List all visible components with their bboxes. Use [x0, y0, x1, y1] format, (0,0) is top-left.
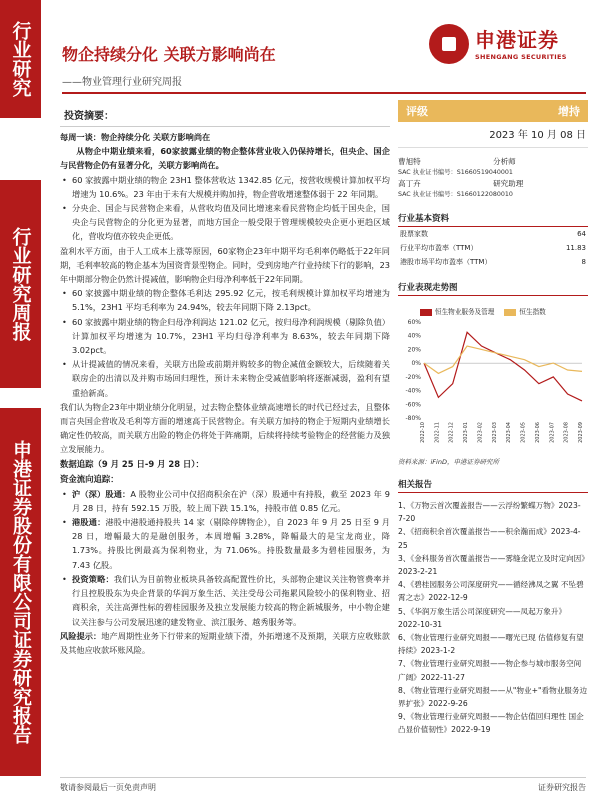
- trend-chart: [398, 300, 588, 454]
- sidebar-bottom-text: 申港证券股份有限公司证券研究报告: [10, 440, 32, 744]
- bullet-item: • 分央企、国企与民营物企来看，从营收均值及同比增速来看民营物企均低于国央企，国央企与民营物企的分化更为显著，而地方国企一般受限于管理规模较央企更小更趋区域化，营收均值亦较央企更低。: [60, 201, 390, 244]
- related-report-item[interactable]: 7、《物业管理行业研究周报——物企参与城市服务空间广阔》2022-11-27: [398, 659, 582, 682]
- sidebar-middle-text: 行业研究周报: [9, 227, 32, 341]
- legend-label-b: 恒生指数: [519, 308, 546, 316]
- related-report-list: [398, 499, 588, 737]
- sh-sz-text: A 股物业公司中仅招商积余在沪（深）股通中有持股，截至 2023 年 9 月 28 日，持有 592.15 万股，较上周下跌 15.1%，持股市值 0.85 亿元。: [72, 488, 390, 513]
- footer-rule: [60, 777, 586, 778]
- y-tick-label: 0%: [411, 360, 421, 368]
- logo-emblem-icon: [429, 24, 469, 64]
- hk-label: 港股通：: [72, 517, 106, 528]
- y-tick-label: 40%: [407, 332, 421, 340]
- analyst-1-name: 曹旭特: [398, 157, 421, 166]
- rating-value: 增持: [558, 105, 580, 118]
- report-date: 2023 年 10 月 08 日: [398, 122, 588, 148]
- y-tick-label: 20%: [407, 346, 421, 354]
- basic-info-row: [398, 241, 588, 255]
- page-title: 物企持续分化 关联方影响尚在: [62, 45, 276, 64]
- hk-text: 港股中港股通持股共 14 家（剔除停牌物企），自 2023 年 9 月 25 日至 9 月 28 日，增幅最大的是融创服务，本周增幅 3.28%，降幅最大的是宝龙商业，降 1.73%。持股比例最高为保利物业，为 71.06%。持股数量最多为碧桂园服务，为 7.43 亿股。: [72, 517, 390, 570]
- basic-info-key: 行业平均市盈率（TTM）: [400, 244, 478, 252]
- rating-label: 评级: [406, 105, 428, 118]
- related-title: 相关报告: [398, 478, 588, 493]
- advice-text: 我们认为目前物业板块具备较高配置性价比，头部物企建议关注物管费率并行且控股股东为央企背景的华润万象生活、关注受母公司拖累风险较小的保利物业、招商积余，关注高弹性标的碧桂园服务及独立发展能力较高的物企新城服务，中小物企建议关注参与公司发展迅速的建发物业、滨江服务、越秀服务等。: [72, 573, 390, 627]
- basic-info-key: 港股市场平均市盈率（TTM）: [400, 258, 492, 266]
- page-subtitle: ——物业管理行业研究周报: [62, 77, 182, 88]
- weekly-topic-heading: 每周一谈：物企持续分化 关联方影响尚在: [60, 132, 211, 142]
- y-tick-label: -80%: [405, 415, 421, 422]
- legend-label-a: 恒生物业服务及管理: [435, 308, 495, 316]
- risk-label: 风险提示：: [60, 630, 102, 641]
- related-report-item[interactable]: 2、《招商积余首次覆盖报告——积余瀚而成》2023-4-25: [398, 527, 581, 550]
- company-logo: [429, 22, 589, 72]
- logo-name: 申港证券: [475, 28, 559, 52]
- related-report-item[interactable]: 5、《华润万象生活公司深度研究——凤起万象升》2022-10-31: [398, 606, 567, 629]
- sidebar-top-banner: [0, 0, 41, 118]
- bullet-list-2: [60, 286, 390, 400]
- chart-source: 资料来源：iFinD，申港证券研究所: [398, 458, 499, 466]
- x-tick-label: 2023-03: [491, 422, 498, 443]
- related-report-item[interactable]: 6、《物业管理行业研究周报——曙光已现 估值修复有望持续》2023-1-2: [398, 633, 584, 656]
- trend-title: 行业表现走势图: [398, 281, 588, 296]
- sidebar-middle-banner: [0, 180, 41, 388]
- basic-info-value: 11.83: [565, 244, 586, 252]
- sidebar-bottom-banner: [0, 408, 41, 776]
- x-tick-label: 2023-05: [520, 422, 527, 443]
- bullet-list-3: [60, 487, 390, 629]
- series-line-b: [424, 346, 582, 373]
- basic-info-value: 64: [577, 230, 586, 238]
- y-tick-label: -20%: [405, 373, 421, 381]
- legend-item-a: [420, 306, 494, 316]
- x-tick-label: 2023-08: [563, 422, 570, 443]
- legend-item-b: [504, 306, 545, 316]
- fund-flow-heading: 资金流向追踪：: [60, 473, 119, 484]
- chart-legend: [420, 306, 546, 316]
- trend-chart-svg: [398, 300, 588, 450]
- summary-paragraph-3: 我们认为物企23年中期业绩分化明显，过去物企整体业绩高速增长的时代已经过去，且整体而言央国企营收及毛利等方面的增速高于民营物企。有关联方加持的物企于短期内业绩增长确定性仍较高，而关联方出险的物企仍将处于阵痛期，后续将持续考验物企的经营能力及独立发展能力。: [60, 401, 390, 455]
- series-line-a: [424, 332, 582, 401]
- bullet-item: [60, 572, 390, 629]
- sidebar-top-text: 行业研究: [9, 21, 32, 97]
- summary-heading: 投资摘要：: [60, 100, 390, 127]
- analyst-2-role: 研究助理: [493, 179, 524, 188]
- bullet-item: • 从计提减值的情况来看，关联方出险或前期并购较多的物企减值金额较大，后续随着关联房企的出清以及并购市场回归理性，预计未来物企受减值影响将逐渐减弱，盈利有望重拾新高。: [60, 357, 390, 400]
- bullet-list-1: [60, 173, 390, 244]
- footer-disclaimer: 敬请参阅最后一页免责声明: [60, 783, 156, 792]
- basic-info-title: 行业基本资料: [398, 212, 588, 227]
- analyst-2-name: 高丁卉: [398, 179, 421, 188]
- analyst-1-role: 分析师: [493, 157, 516, 166]
- bullet-item: • 60 家披露中期业绩的物企整体毛利达 295.92 亿元，按毛利规模计算加权平均增速为 5.1%，23H1 平均毛利率为 24.94%，较去年同期下降 2.13pct。: [60, 286, 390, 314]
- x-tick-label: 2023-04: [506, 422, 513, 443]
- summary-paragraph-1: 从物企中期业绩来看，60家披露业绩的物企整体营业收入仍保持增长，但央企、国企与民营物企仍有显著分化，关联方影响尚在。: [60, 146, 390, 171]
- bullet-item: [60, 487, 390, 515]
- header-rule: [62, 92, 586, 94]
- sh-sz-label: 沪（深）股通：: [72, 488, 131, 499]
- legend-swatch-a: [420, 309, 432, 316]
- risk-paragraph: [60, 629, 390, 657]
- x-tick-label: 2022-12: [448, 422, 455, 443]
- related-report-item[interactable]: 9、《物业管理行业研究周报——物企估值回归理性 国企凸显价值韧性》2022-9-19: [398, 712, 584, 735]
- basic-info-list: [398, 227, 588, 269]
- advice-label: 投资策略：: [72, 573, 114, 584]
- y-tick-label: -60%: [405, 401, 421, 409]
- related-report-item[interactable]: 8、《物业管理行业研究周报——从"物业+"看物业服务边界扩张》2022-9-26: [398, 685, 588, 709]
- x-tick-label: 2023-01: [463, 422, 470, 443]
- x-tick-label: 2022-10: [420, 422, 426, 443]
- basic-info-row: [398, 227, 588, 241]
- analyst-2-cert: SAC 执业证书编号：S1660122080010: [398, 191, 513, 198]
- x-tick-label: 2023-07: [549, 422, 556, 443]
- basic-info-value: 8: [581, 258, 586, 266]
- rating-bar: [398, 100, 588, 122]
- analyst-1-cert: SAC 执业证书编号：S1660519040001: [398, 169, 513, 176]
- summary-paragraph-2: 盈利水平方面，由于人工成本上涨等原因，60家物企23年中期平均毛利率仍略低于22年同期，毛利率较高的物企基本为国资背景型物企。同时，受到房地产行业持续下行的影响，23年中期部分物企仍然计提减值，影响物企归母净利率低于22年同期。: [60, 245, 390, 285]
- summary-column: [60, 100, 390, 657]
- x-tick-label: 2022-11: [434, 422, 441, 443]
- related-report-item[interactable]: 3、《金科服务首次覆盖报告——雾缝金泥立及时定向因》2023-2-21: [398, 553, 586, 577]
- logo-english-name: SHENGANG SECURITIES: [475, 53, 567, 61]
- footer-label: 证券研究报告: [538, 783, 586, 792]
- analyst-block: [398, 156, 588, 200]
- basic-info-key: 股票家数: [400, 230, 428, 238]
- bullet-item: [60, 515, 390, 572]
- bullet-item: • 60 家披露中期业绩的物企 23H1 整体营收达 1342.85 亿元，按营收规模计算加权平均增速为 10.6%。23 年由于未有大规模并购加持，物企营收增速整体弱于 22 年同期。: [60, 173, 390, 201]
- related-report-item[interactable]: 4、《碧桂园服务公司深度研究——循经沸凤之翼 不坠碧霄之志》2022-12-9: [398, 580, 584, 603]
- info-column: [398, 100, 588, 737]
- x-tick-label: 2023-02: [477, 422, 484, 443]
- x-tick-label: 2023-09: [578, 422, 584, 443]
- legend-swatch-b: [504, 309, 516, 316]
- data-review-heading: 数据追踪（9 月 25 日-9 月 28 日）：: [60, 458, 204, 469]
- bullet-item: • 60 家披露中期业绩的物企归母净利润达 121.02 亿元，按归母净利润规模（剔除负值）计算加权平均增速为 10.7%，23H1 平均归母净利率为 8.63%，较去年同期下降 3.02pct。: [60, 315, 390, 358]
- related-report-item[interactable]: 1、《万物云首次覆盖报告——云浮纷繁蝶万物》2023-7-20: [398, 501, 581, 524]
- risk-text: 地产周期性业务下行带来的短期业绩下滑，外拓增速不及预期，关联方应收账款及其他应收款坏账风险。: [60, 630, 390, 655]
- y-tick-label: -40%: [405, 387, 421, 395]
- y-tick-label: 60%: [407, 319, 421, 326]
- x-tick-label: 2023-06: [534, 422, 541, 443]
- basic-info-row: [398, 255, 588, 269]
